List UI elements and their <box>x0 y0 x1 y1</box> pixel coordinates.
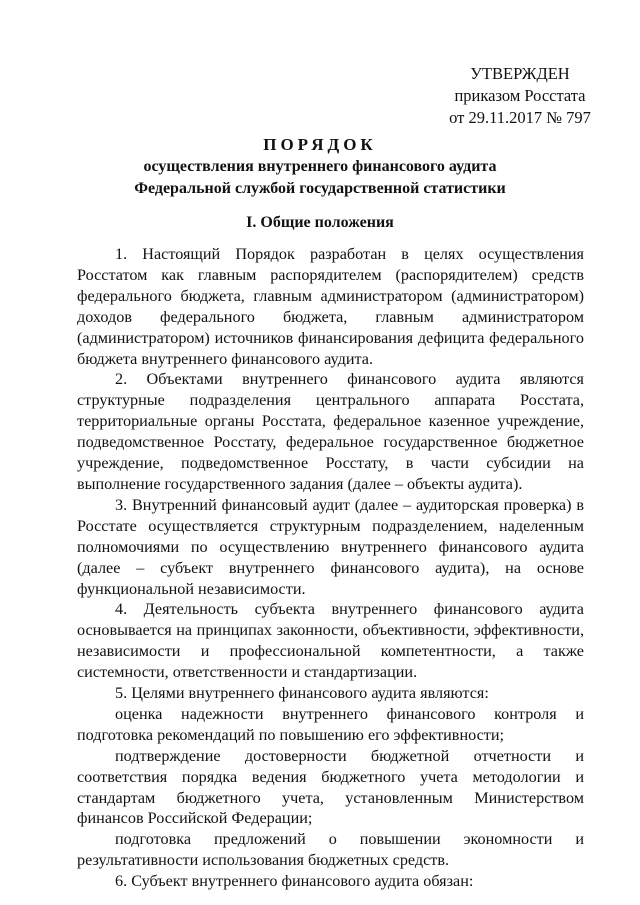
paragraph: 4. Деятельность субъекта внутреннего финансового аудита основывается на принципах законности, объективности, эффективности, независимости и профессиональной компетентности, а также системности, ответственности и стандартизации. <box>77 600 584 682</box>
approval-order: приказом Росстата <box>454 86 586 105</box>
paragraph: подтверждение достоверности бюджетной отчетности и соответствия порядка ведения бюджетного учета методологии и стандартам бюджетного учета, установленным Министерством финансов Российской Федерации; <box>77 746 584 828</box>
paragraph: 6. Субъект внутреннего финансового аудита обязан: <box>115 872 474 891</box>
approval-date-number: от 29.11.2017 № 797 <box>449 108 591 127</box>
paragraph: 2. Объектами внутреннего финансового аудита являются структурные подразделения центрального аппарата Росстата, территориальные органы Росстата, федеральное казенное учреждение, подведомственное Росстату, федеральное государственное бюджетное учреждение, подведомственное Росстату, в части субсидии на выполнение государственного задания (далее – объекты аудита). <box>77 370 584 493</box>
approval-heading: УТВЕРЖДЕН <box>470 64 570 83</box>
paragraph: 5. Целями внутреннего финансового аудита являются: <box>115 684 489 703</box>
approval-stamp <box>420 63 620 129</box>
paragraph: подготовка предложений о повышении экономности и результативности использования бюджетных средств. <box>77 830 584 870</box>
paragraph: оценка надежности внутреннего финансового контроля и подготовка рекомендаций по повышению его эффективности; <box>77 704 584 744</box>
document-body <box>77 244 584 892</box>
document-title <box>60 134 580 200</box>
title-word: ПОРЯДОК <box>263 135 377 154</box>
paragraph: 3. Внутренний финансовый аудит (далее – аудиторская проверка) в Росстате осуществляется структурным подразделением, наделенным полномочиями по осуществлению внутреннего финансового аудита (далее – субъект внутреннего финансового аудита), на основе функциональной независимости. <box>77 495 584 598</box>
title-line-2: Федеральной службой государственной статистики <box>134 180 506 197</box>
title-line-1: осуществления внутреннего финансового аудита <box>143 158 497 175</box>
paragraph: 1. Настоящий Порядок разработан в целях осуществления Росстатом как главным распорядителем (распорядителем) средств федерального бюджета, главным администратором (администратором) доходов федерального бюджета, главным администратором (администратором) источников финансирования дефицита федерального бюджета внутреннего финансового аудита. <box>77 245 584 368</box>
section-heading: I. Общие положения <box>246 214 394 231</box>
